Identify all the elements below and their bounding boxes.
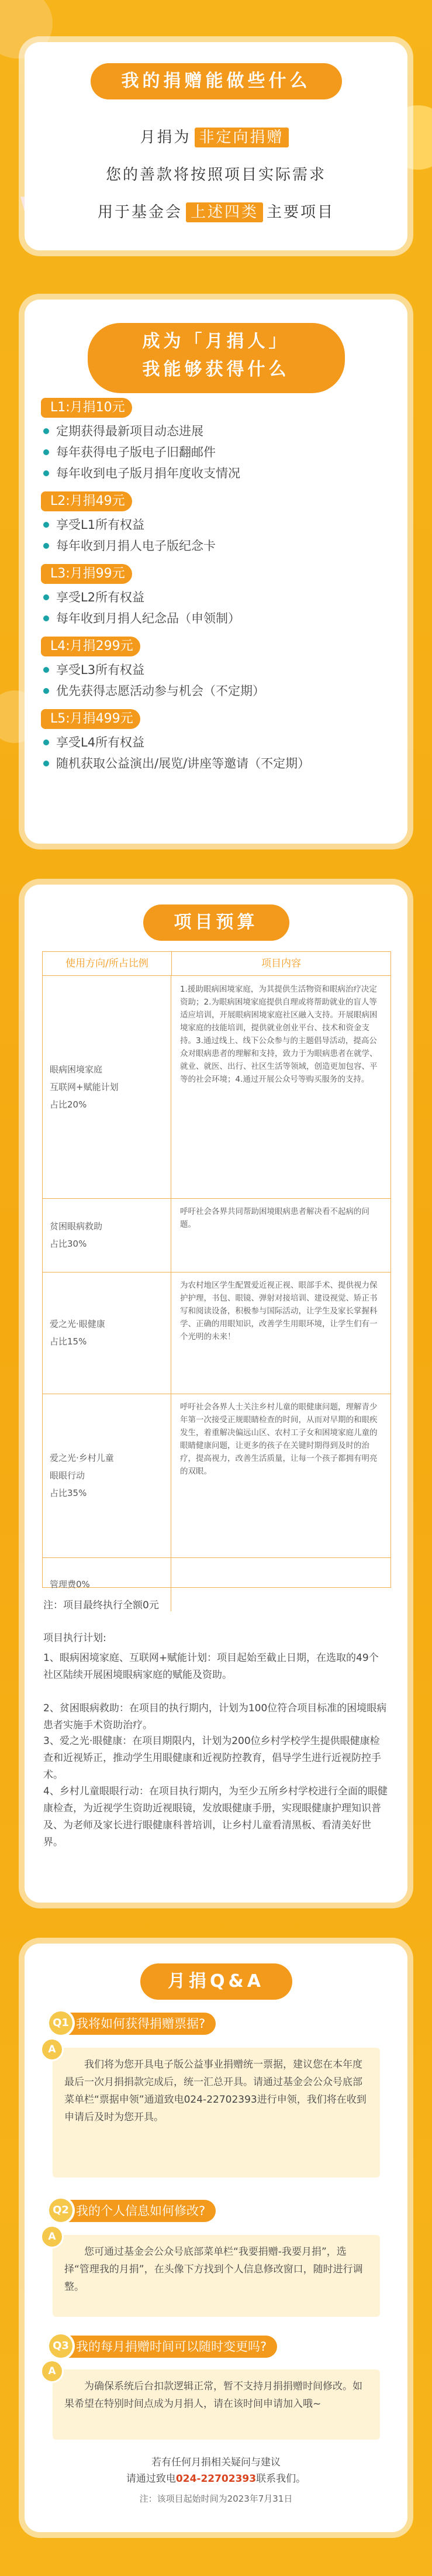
benefit-item: 定期获得最新项目动态进展 — [56, 421, 203, 441]
faq-answer — [48, 2231, 380, 2317]
answer-badge: A — [42, 2361, 62, 2381]
level-badge: L2:月捐49元 — [41, 491, 132, 511]
footer-line-3: 注：该项目起始时间为2023年7月31日 — [139, 2494, 293, 2504]
budget-col2-header: 项目内容 — [172, 952, 390, 976]
section-title: 项目预算 — [143, 904, 289, 941]
section-title: 我的捐赠能做些什么 — [91, 63, 342, 99]
intro-line-2: 您的善款将按照项目实际需求 — [105, 166, 326, 184]
benefit-item: 享受L1所有权益 — [56, 515, 144, 535]
benefit-item: 优先获得志愿活动参与机会（不定期） — [56, 681, 265, 701]
plan-title: 项目执行计划: — [43, 1632, 106, 1644]
faq-question[interactable] — [53, 2200, 216, 2222]
benefit-item: 享受L2所有权益 — [56, 587, 144, 607]
intro-line-1: 月捐为 非定向捐赠 — [25, 125, 407, 147]
budget-direction: 爱之光·乡村儿童 眼眼行动 占比35% — [43, 1394, 171, 1557]
answer-badge: A — [42, 2040, 62, 2059]
plan-item: 1、眼病困境家庭、互联网+赋能计划：项目起始至截止日期，在选取的49个社区陆续开展困境眼病家庭的赋能及资助。 — [43, 1652, 379, 1681]
footer-line-2: 请通过致电024-22702393联系我们。 — [126, 2473, 306, 2485]
question-number-badge: Q2 — [49, 2199, 72, 2222]
budget-row — [43, 976, 390, 1199]
answer-text: 您可通过基金会公众号底部菜单栏“我要捐赠-我要月捐”，选择“管理我的月捐”，在头像下方找到个人信息修改窗口，随时进行调整。 — [64, 2246, 363, 2293]
benefit-item: 享受L3所有权益 — [56, 660, 144, 680]
benefit-item: 每年收到电子版月捐年度收支情况 — [56, 463, 240, 483]
budget-row — [43, 1394, 390, 1558]
section-title: 月捐Q&A — [140, 1963, 292, 2000]
intro-line-3: 用于基金会 上述四类 主要项目 — [97, 204, 335, 221]
budget-content — [172, 1557, 390, 1571]
plan-item: 3、爱之光·眼健康：在项目期限内，计划为200位乡村学校学生提供眼健康检查和近视矫正，推动学生用眼健康和近视防控教育，倡导学生进行近视防控手术。 — [43, 1735, 381, 1781]
budget-content: 1.援助眼病困境家庭，为其提供生活物资和眼病治疗决定资助；2.为眼病困境家庭提供自理或将帮助就业的盲人等适应培训，开展眼病困境家庭社区融入支持。开展眼病困境家庭的技能培训，提供就业创业平台、技术和资金支持。3.通过线上、线下公众参与的主题倡导活动，提高公众对眼病患者的理解和支持，致力于为眼病患者在就学、就业、就医、出行、社区生活等领域，创造更加包容、平等的社会环境；4.通过开展公众号等购买服务的支持。 — [180, 985, 378, 1084]
question-text: 我的个人信息如何修改? — [76, 2204, 206, 2218]
level-badge: L5:月捐499元 — [41, 709, 140, 729]
benefit-item: 每年收到月捐人纪念品（申领制） — [56, 608, 240, 628]
budget-row — [43, 1198, 390, 1272]
section-title: 成为「月捐人」 我能够获得什么 — [88, 323, 345, 393]
phone-link[interactable]: 024-22702393 — [175, 2473, 257, 2485]
budget-col1-header: 使用方向/所占比例 — [43, 952, 172, 976]
budget-direction: 管理费0% — [43, 1557, 171, 1611]
budget-content: 为农村地区学生配置爱近视正视、眼部手术、提供视力保护护理，书包、眼镜、弹射对接培训、建设视觉、矫正书写和阅读设备，积极参与国际活动，让学生及家长掌握科学、正确的用眼知识，改善学生用眼环境，让学生们有一个光明的未来！ — [180, 1281, 378, 1342]
budget-note: 注：项目最终执行全额0元 — [43, 1600, 159, 1611]
faq-answer — [48, 2365, 380, 2440]
level-badge: L3:月捐99元 — [41, 564, 132, 584]
faq-question[interactable] — [53, 2336, 277, 2358]
plan-item: 2、贫困眼病救助：在项目的执行期内，计划为100位符合项目标准的困境眼病患者实施手术资助治疗。 — [43, 1703, 387, 1731]
level-badge: L4:月捐299元 — [41, 637, 140, 656]
budget-direction: 贫困眼病救助 占比30% — [43, 1198, 171, 1272]
budget-row — [43, 1272, 390, 1394]
budget-table — [42, 951, 391, 1588]
question-text: 我将如何获得捐赠票据? — [76, 2017, 206, 2031]
footer-line-1: 若有任何月捐相关疑问与建议 — [151, 2457, 281, 2468]
budget-direction: 爱之光·眼健康 占比15% — [43, 1272, 171, 1394]
question-number-badge: Q3 — [49, 2334, 72, 2358]
benefit-item: 享受L4所有权益 — [56, 732, 144, 752]
question-number-badge: Q1 — [49, 2011, 72, 2035]
answer-text: 我们将为您开具电子版公益事业捐赠统一票据，建议您在本年度最后一次月捐捐款完成后，统一汇总开具。请通过基金会公众号底部菜单栏“票据申领”通道致电024-22702393进行申领，我们将在收到申请后及时为您开具。 — [64, 2059, 367, 2123]
budget-content: 呼吁社会各界人士关注乡村儿童的眼健康问题，理解青少年第一次接受正规眼睛检查的时间，从而对早期的和眼疾发生，着重解决偏远山区、农村工子女和困境家庭儿童的眼睛健康问题，让更多的孩子在关键时期得到及时的治疗，提高视力，改善生活质量，让每一个孩子都拥有明亮的双眼。 — [180, 1402, 378, 1476]
question-text: 我的每月捐赠时间可以随时变更吗? — [76, 2340, 267, 2354]
answer-badge: A — [42, 2227, 62, 2247]
plan-item: 4、乡村儿童眼眼行动：在项目执行期内，为至少五所乡村学校进行全面的眼健康检查，为近视学生资助近视眼镜，发放眼健康手册，实现眼健康护理知识普及、为老师及家长进行眼健康科普培训，让乡村儿童看清黑板、看清美好世界。 — [43, 1786, 388, 1848]
budget-direction: 眼病困境家庭 互联网+赋能计划 占比20% — [43, 976, 171, 1198]
benefit-item: 每年获得电子版电子旧翻邮件 — [56, 442, 216, 462]
budget-content: 呼吁社会各界共同帮助困境眼病患者解决看不起病的问题。 — [180, 1207, 369, 1229]
benefit-item: 随机获取公益演出/展览/讲座等邀请（不定期） — [56, 754, 310, 773]
answer-text: 为确保系统后台扣款逻辑正常，暂不支持月捐捐赠时间修改。如果希望在特别时间点成为月捐人，请在该时间申请加入哦~ — [64, 2381, 362, 2410]
level-badge: L1:月捐10元 — [41, 398, 132, 418]
faq-answer — [48, 2044, 380, 2178]
benefit-item: 每年收到月捐人电子版纪念卡 — [56, 536, 216, 556]
donation-purpose-card — [25, 42, 407, 250]
faq-question[interactable] — [53, 2013, 216, 2035]
